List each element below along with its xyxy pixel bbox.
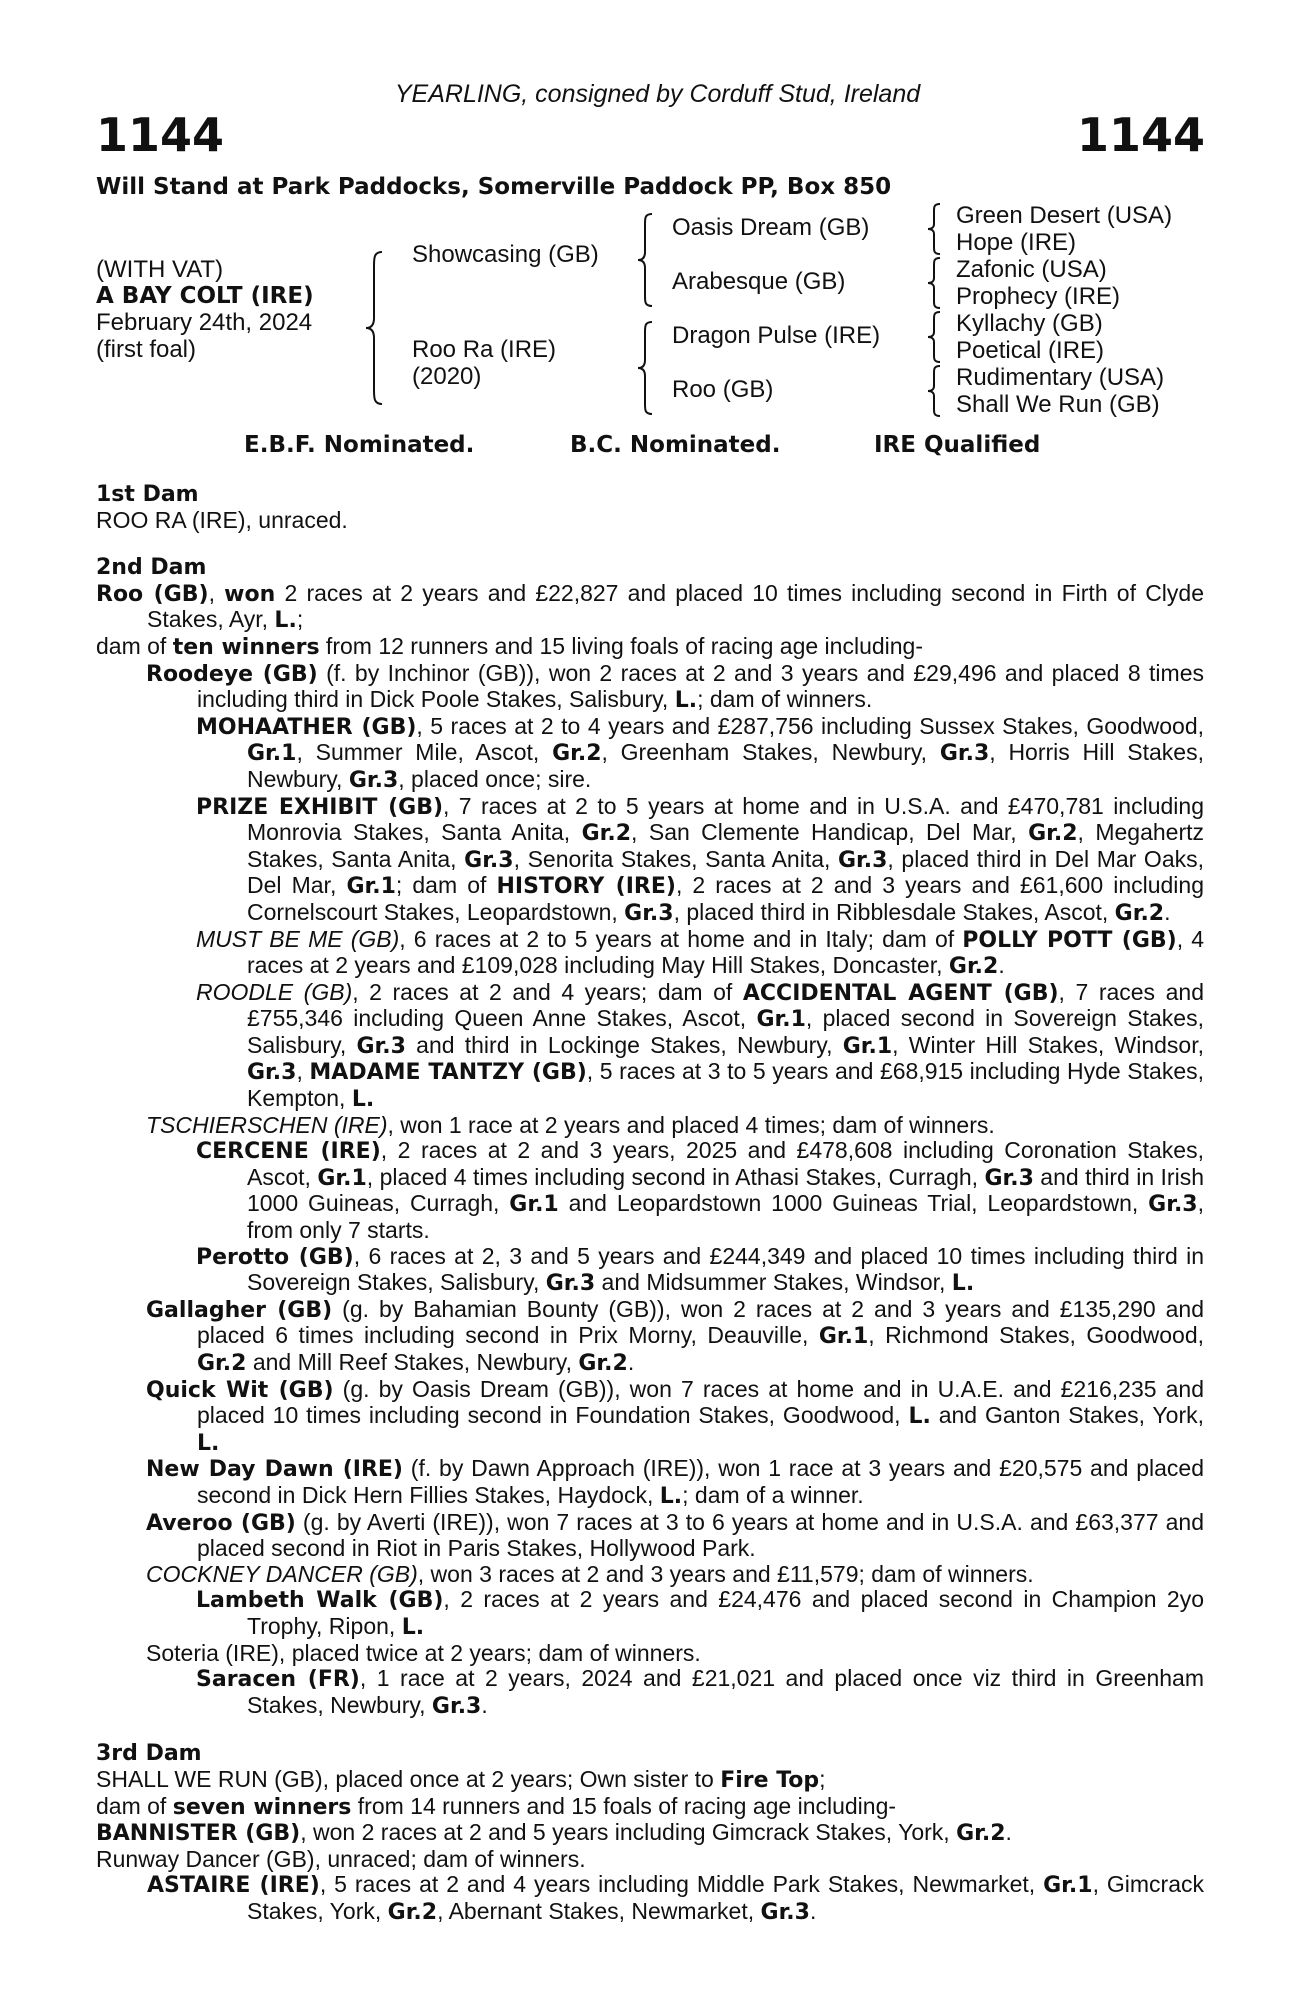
g3-sds: Zafonic (USA) [956,256,1107,283]
pedigree-entry [96,1872,1204,1925]
pedigree-brace-g3-2 [926,256,944,310]
bold-text: L. [659,1483,683,1509]
pedigree-brace-g3-4 [926,364,944,418]
lot-number-left: 1144 [96,108,225,162]
bold-text: Gr.2 [578,1351,628,1376]
bold-text: ASTAIRE (IRE) [147,1873,320,1899]
bold-text: Gr.1 [842,1033,893,1059]
entry-text: and third in Lockinge Stakes, Newbury, [405,1031,843,1058]
bold-text: Gr.3 [431,1693,482,1719]
dam: Roo Ra (IRE) [412,336,557,363]
bold-text: Gr.2 [197,1351,247,1376]
g3-sss: Green Desert (USA) [956,202,1173,229]
pedigree-entry [96,980,1204,1113]
entry-text: , Horris Hill Stakes, Newbury, [247,739,1204,792]
bold-text: L. [197,1430,220,1456]
dam-sire: Dragon Pulse (IRE) [672,322,881,349]
bold-text: Averoo (GB) [146,1510,296,1536]
lot-number-right: 1144 [1076,108,1205,162]
consignor-header: YEARLING, consigned by Corduff Stud, Ireland [394,80,921,108]
bold-text: BANNISTER (GB) [96,1821,301,1847]
bold-text: Perotto (GB) [196,1244,354,1270]
ebf-nomination: E.B.F. Nominated. [244,432,475,458]
third-dam-entries [96,1767,1204,1926]
dam-year: (2020) [412,363,482,390]
third-dam-heading: 3rd Dam [96,1741,202,1767]
stand-location: Will Stand at Park Paddocks, Somerville Paddock PP, Box 850 [96,174,892,200]
entry-text: . [481,1691,488,1718]
bold-text: Gr.3 [1148,1192,1198,1218]
pedigree-entry [96,1666,1204,1719]
entry-text: , 2 races at 2 and 4 years; dam of [352,978,743,1005]
pedigree-entry [96,634,1204,661]
pedigree-entry [96,1562,1204,1588]
entry-text: , 2 races at 2 years and £24,476 and placed second in Champion 2yo Trophy, Ripon, [247,1586,1204,1639]
entry-text: . [627,1349,635,1375]
entry-text: and Ganton Stakes, York, [930,1402,1204,1429]
first-dam-text: ROO RA (IRE), unraced. [96,506,348,533]
entry-text: , won 1 race at 2 years and placed 4 times; dam of winners. [387,1111,995,1138]
entry-text: , Summer Mile, Ascot, [296,739,553,766]
entry-text: . [998,952,1005,979]
bold-text: L. [951,1271,975,1297]
bold-text: Gr.1 [346,874,396,900]
entry-text: and Midsummer Stakes, Windsor, [595,1269,952,1296]
entry-text: . [1005,1819,1012,1846]
entry-text: , Senorita Stakes, Santa Anita, [513,845,838,872]
bold-text: Gr.1 [509,1192,559,1218]
entry-text: , 5 races at 2 to 4 years and £287,756 including Sussex Stakes, Goodwood, [416,712,1204,739]
bold-text: Gr.1 [1043,1873,1093,1899]
bold-text: Gr.3 [984,1165,1034,1191]
entry-text: , Abernant Stakes, Newmarket, [437,1897,761,1924]
g3-ddd: Shall We Run (GB) [956,391,1160,418]
bold-text: seven winners [172,1794,352,1820]
bold-text: Gr.2 [581,821,632,847]
pedigree-brace-main [364,250,386,406]
bold-text: won [224,581,276,607]
entry-text: , 7 races at 2 to 5 years at home and in U.S.A. and £470,781 including Monrovia Stakes, Santa Anita, [247,792,1204,846]
entry-text: . [809,1897,817,1924]
bold-text: Gr.2 [956,1821,1006,1847]
entry-text: , 6 races at 2, 3 and 5 years and £244,349 and placed 10 times including third in Sovereign Stakes, Salisbury, [247,1242,1204,1296]
entry-text: and Mill Reef Stakes, Newbury, [246,1349,579,1375]
entry-text: SHALL WE RUN (GB), placed once at 2 years; Own sister to [96,1765,721,1792]
entry-text: , won 3 races at 2 and 3 years and £11,579; dam of winners. [417,1560,1034,1587]
subject-name: A BAY COLT (IRE) [96,283,314,309]
entry-text: ; dam of a winner. [682,1481,864,1508]
dam-dam: Roo (GB) [672,376,774,403]
entry-text: from 14 runners and 15 foals of racing age including- [351,1792,897,1819]
bold-text: Saracen (FR) [196,1667,360,1693]
entry-text: , 2 races at 2 and 3 years and £61,600 including Cornelscourt Stakes, Leopardstown, [247,872,1204,925]
pedigree-entry [96,1847,1204,1873]
pedigree-entry [96,1510,1204,1562]
bold-text: Gr.3 [939,741,990,767]
pedigree-entry [96,794,1204,927]
bold-text: L. [274,608,297,634]
italic-text: MUST BE ME (GB) [196,925,400,952]
bold-text: Gallagher (GB) [146,1297,333,1323]
bold-text: L. [401,1614,425,1640]
entry-text: , Megahertz Stakes, Santa Anita, [247,819,1205,872]
second-dam-heading: 2nd Dam [96,555,207,581]
sire: Showcasing (GB) [412,241,599,268]
bold-text: POLLY POTT (GB) [962,927,1177,953]
sire-sire: Oasis Dream (GB) [672,214,870,241]
entry-text: and third in Irish 1000 Guineas, Curragh, [247,1163,1204,1217]
entry-text: , won 2 races at 2 and 5 years including Gimcrack Stakes, York, [300,1819,957,1846]
bold-text: ten winners [172,634,320,660]
pedigree-brace-g3-1 [926,202,944,256]
entry-text: (g. by Oasis Dream (GB)), won 7 races at home and in U.A.E. and £216,235 and placed 10 times including second in Foundation Stakes, Goodwood, [197,1375,1205,1429]
entry-text: ; [819,1765,826,1792]
entry-text: , placed second in Sovereign Stakes, Salisbury, [247,1005,1204,1058]
bold-text: L. [908,1404,931,1430]
entry-text: Soteria (IRE), placed twice at 2 years; dam of winners. [146,1639,701,1666]
pedigree-entry [96,1794,1204,1821]
pedigree-entry [96,1113,1204,1139]
pedigree-entry [96,927,1204,980]
bold-text: L. [351,1087,375,1113]
entry-text: Runway Dancer (GB), unraced; dam of winners. [96,1845,586,1872]
entry-text: , placed third in Ribblesdale Stakes, Ascot, [673,898,1115,925]
bold-text: Gr.3 [837,847,888,873]
first-dam-heading: 1st Dam [96,482,199,507]
entry-text: , 6 races at 2 to 5 years at home and in Italy; dam of [399,925,963,952]
pedigree-entry [96,581,1204,634]
g3-sdd: Prophecy (IRE) [956,283,1121,310]
pedigree-entry [96,661,1204,714]
pedigree-entry [96,1244,1204,1297]
bold-text: Gr.3 [545,1271,596,1297]
bold-text: CERCENE (IRE) [196,1139,381,1165]
g3-dss: Kyllachy (GB) [956,310,1103,337]
entry-text: , placed third in Del Mar Oaks, Del Mar, [247,845,1204,899]
entry-text: (f. by Inchinor (GB)), won 2 races at 2 and 3 years and £29,496 and placed 8 times including third in Dick Poole Stakes, Salisbury, [197,659,1204,713]
entry-text: , [296,1058,310,1085]
bold-text: Gr.2 [1114,900,1165,926]
second-dam-entries [96,581,1204,1720]
bold-text: Lambeth Walk (GB) [196,1588,444,1614]
entry-text: and Leopardstown 1000 Guineas Trial, Leopardstown, [558,1190,1149,1217]
entry-text: , from only 7 starts. [247,1190,1204,1244]
entry-text: , 7 races and £755,346 including Queen Anne Stakes, Ascot, [247,978,1204,1032]
pedigree-entry [96,1587,1204,1640]
entry-text: dam of [96,1792,173,1819]
pedigree-entry [96,1641,1204,1667]
entry-text: from 12 runners and 15 living foals of racing age including- [319,632,924,659]
pedigree-entry [96,1377,1204,1457]
entry-text: , San Clemente Handicap, Del Mar, [631,819,1029,846]
entry-text: 2 races at 2 years and £22,827 and placed 10 times including second in Firth of Clyde Stakes, Ayr, [147,579,1204,633]
entry-text: , Gimcrack Stakes, York, [247,1871,1205,1924]
italic-text: ROODLE (GB) [196,978,353,1005]
italic-text: COCKNEY DANCER (GB) [146,1560,418,1587]
bold-text: Roo (GB) [96,581,209,607]
entry-text: , [208,579,225,606]
bold-text: Roodeye (GB) [146,661,318,687]
bold-text: Quick Wit (GB) [146,1377,334,1403]
entry-text: ; [296,606,304,633]
pedigree-entry [96,1767,1204,1794]
pedigree-brace-sire [636,212,656,308]
bold-text: Gr.3 [348,767,399,793]
pedigree-entry [96,1297,1204,1377]
entry-text: (f. by Dawn Approach (IRE)), won 1 race at 3 years and £20,575 and placed second in Dick Hern Fillies Stakes, Haydock, [197,1455,1205,1508]
bold-text: Gr.3 [356,1033,406,1059]
entry-text: , Winter Hill Stakes, Windsor, [892,1031,1204,1058]
entry-text: , 2 races at 2 and 3 years, 2025 and £478,608 including Coronation Stakes, Ascot, [247,1137,1204,1190]
bold-text: MADAME TANTZY (GB) [309,1060,587,1086]
entry-text: ; dam of [395,872,497,899]
italic-text: TSCHIERSCHEN (IRE) [146,1111,388,1138]
bold-text: MOHAATHER (GB) [196,714,417,740]
bold-text: New Day Dawn (IRE) [146,1457,403,1483]
bold-text: Gr.1 [818,1324,869,1350]
bold-text: Gr.1 [317,1165,367,1191]
pedigree-brace-g3-3 [926,310,944,364]
bold-text: HISTORY (IRE) [496,874,676,900]
entry-text: , placed 4 times including second in Athasi Stakes, Curragh, [366,1163,985,1190]
vat-note: (WITH VAT) [96,256,224,283]
entry-text: (g. by Averti (IRE)), won 7 races at 3 to 6 years at home and in U.S.A. and £63,377 and placed second in Riot in Paris Stakes, Hollywood Park. [197,1508,1204,1562]
pedigree-details [96,482,1204,1925]
entry-text: , 5 races at 2 and 4 years including Middle Park Stakes, Newmarket, [319,1871,1044,1898]
pedigree-entry [96,1456,1204,1509]
g3-ssd: Hope (IRE) [956,229,1077,256]
pedigree-entry [96,1820,1204,1847]
g3-dsd: Poetical (IRE) [956,337,1105,364]
entry-text: . [1164,898,1171,925]
ire-qualification: IRE Qualified [874,432,1041,458]
pedigree-entry [96,1138,1204,1243]
bold-text: Gr.3 [624,900,674,926]
entry-text: , placed once; sire. [398,765,592,792]
bold-text: Gr.2 [552,741,602,767]
entry-text: , 1 race at 2 years, 2024 and £21,021 and placed once viz third in Greenham Stakes, Newbury, [247,1665,1204,1718]
entry-text: , Greenham Stakes, Newbury, [601,739,940,766]
bold-text: Gr.1 [247,741,297,767]
entry-text: , 5 races at 3 to 5 years and £68,915 including Hyde Stakes, Kempton, [247,1058,1205,1112]
entry-text: dam of [96,632,173,659]
subject-dob: February 24th, 2024 [96,309,313,336]
pedigree-entry [96,714,1204,794]
bold-text: L. [674,688,698,714]
entry-text: , Richmond Stakes, Goodwood, [868,1322,1205,1349]
bold-text: Gr.3 [760,1899,810,1925]
bold-text: ACCIDENTAL AGENT (GB) [742,980,1059,1006]
g3-dds: Rudimentary (USA) [956,364,1165,391]
bold-text: Gr.1 [756,1007,806,1033]
bold-text: Gr.2 [1028,821,1078,847]
entry-text: , 4 races at 2 years and £109,028 including May Hill Stakes, Doncaster, [247,925,1205,979]
bold-text: Gr.2 [948,954,999,980]
bc-nomination: B.C. Nominated. [570,432,781,458]
entry-text: (g. by Bahamian Bounty (GB)), won 2 races at 2 and 3 years and £135,290 and placed 6 times including second in Prix Morny, Deauville, [197,1295,1205,1349]
entry-text: ; dam of winners. [697,686,873,713]
sire-dam: Arabesque (GB) [672,268,846,295]
bold-text: PRIZE EXHIBIT (GB) [196,794,444,820]
bold-text: Gr.3 [464,847,514,873]
bold-text: Gr.2 [387,1899,438,1925]
subject-note: (first foal) [96,336,197,363]
bold-text: Fire Top [720,1767,820,1793]
pedigree-brace-dam [636,320,656,416]
bold-text: Gr.3 [247,1060,297,1086]
